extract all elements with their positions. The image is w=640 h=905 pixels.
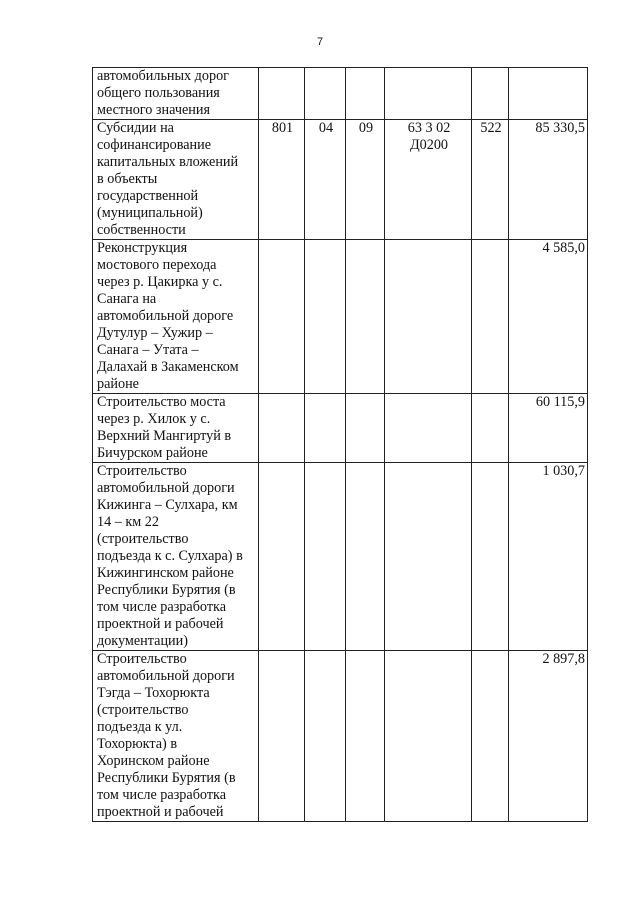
expense-name-line: Дутулур – Хужир –: [97, 325, 213, 341]
expense-name-cell: [93, 651, 259, 822]
expense-name-line: Республики Бурятия (в: [97, 770, 236, 786]
expense-type-cell: 522: [472, 120, 509, 240]
expense-name-cell: [93, 463, 259, 651]
expense-name-cell: [93, 68, 259, 120]
subsection-code-cell: 09: [346, 120, 385, 240]
expense-name-line: автомобильной дороги: [97, 480, 235, 496]
expense-name-line: Тохорюкта) в: [97, 736, 178, 752]
expense-name-line: Кижинга – Сулхара, км: [97, 497, 238, 513]
section-code-cell: [305, 651, 346, 822]
table-row: [93, 120, 588, 240]
expense-name-line: проектной и рабочей: [97, 804, 224, 820]
amount-cell: [509, 68, 588, 120]
ministry-code-cell: [259, 651, 305, 822]
table-row: [93, 463, 588, 651]
expense-name-line: проектной и рабочей: [97, 616, 224, 632]
target-article-line: Д0200: [409, 137, 449, 153]
expense-name-line: Строительство: [97, 651, 187, 667]
expense-name-line: автомобильной дороге: [97, 308, 234, 324]
target-article-cell: [385, 651, 472, 822]
expense-type-cell: [472, 463, 509, 651]
subsection-code-cell: [346, 463, 385, 651]
expense-name-line: через р. Цакирка у с.: [97, 274, 223, 290]
expense-name-line: мостового перехода: [97, 257, 217, 273]
budget-table-body: [93, 68, 588, 822]
expense-name-line: том числе разработка: [97, 599, 226, 615]
section-code-cell: [305, 68, 346, 120]
expense-name-line: Хоринском районе: [97, 753, 210, 769]
section-code-cell: [305, 240, 346, 394]
ministry-code-cell: [259, 68, 305, 120]
expense-name-line: (строительство: [97, 531, 189, 547]
target-article-cell: [385, 394, 472, 463]
table-row: [93, 240, 588, 394]
expense-name-line: (строительство: [97, 702, 189, 718]
subsection-code-cell: [346, 240, 385, 394]
expense-name-line: Санага – Утата –: [97, 342, 199, 358]
expense-name-line: общего пользования: [97, 85, 220, 101]
expense-name-line: районе: [97, 376, 139, 392]
target-article-line: 63 3 02: [407, 120, 451, 136]
amount-cell: 60 115,9: [509, 394, 588, 463]
expense-name-line: подъезда к ул.: [97, 719, 183, 735]
budget-table: [92, 67, 588, 822]
table-row: [93, 68, 588, 120]
expense-name-line: том числе разработка: [97, 787, 226, 803]
expense-name-line: государственной: [97, 188, 199, 204]
ministry-code-cell: [259, 463, 305, 651]
expense-name-line: Кижингинском районе: [97, 565, 234, 581]
expense-name-line: автомобильной дороги: [97, 668, 235, 684]
table-row: [93, 651, 588, 822]
expense-name-line: Тэгда – Тохорюкта: [97, 685, 210, 701]
amount-cell: 1 030,7: [509, 463, 588, 651]
ministry-code-cell: [259, 240, 305, 394]
amount-cell: 85 330,5: [509, 120, 588, 240]
expense-name-line: капитальных вложений: [97, 154, 239, 170]
expense-name-line: собственности: [97, 222, 186, 238]
ministry-code-cell: 801: [259, 120, 305, 240]
ministry-code-cell: [259, 394, 305, 463]
subsection-code-cell: [346, 394, 385, 463]
expense-name-line: в объекты: [97, 171, 158, 187]
expense-type-cell: [472, 651, 509, 822]
subsection-code-cell: [346, 651, 385, 822]
expense-name-line: Субсидии на: [97, 120, 174, 136]
expense-name-cell: [93, 240, 259, 394]
expense-name-line: 14 – км 22: [97, 514, 159, 530]
expense-name-line: Реконструкция: [97, 240, 188, 256]
expense-name-line: (муниципальной): [97, 205, 203, 221]
target-article-cell: [385, 120, 472, 240]
section-code-cell: [305, 463, 346, 651]
expense-name-cell: [93, 120, 259, 240]
expense-name-line: Верхний Мангиртуй в: [97, 428, 232, 444]
expense-type-cell: [472, 240, 509, 394]
expense-name-line: документации): [97, 633, 188, 649]
target-article-cell: [385, 463, 472, 651]
expense-name-line: Строительство: [97, 463, 187, 479]
expense-name-line: местного значения: [97, 102, 210, 118]
target-article-cell: [385, 240, 472, 394]
expense-name-line: Строительство моста: [97, 394, 226, 410]
expense-type-cell: [472, 394, 509, 463]
amount-cell: 4 585,0: [509, 240, 588, 394]
expense-name-line: Санага на: [97, 291, 157, 307]
amount-cell: 2 897,8: [509, 651, 588, 822]
expense-name-line: через р. Хилок у с.: [97, 411, 211, 427]
expense-name-line: Бичурском районе: [97, 445, 208, 461]
section-code-cell: [305, 394, 346, 463]
expense-name-line: Далахай в Закаменском: [97, 359, 239, 375]
table-row: [93, 394, 588, 463]
page-number: 7: [316, 36, 324, 48]
subsection-code-cell: [346, 68, 385, 120]
expense-name-line: подъезда к с. Сулхара) в: [97, 548, 243, 564]
expense-name-line: автомобильных дорог: [97, 68, 229, 84]
expense-name-cell: [93, 394, 259, 463]
target-article-cell: [385, 68, 472, 120]
section-code-cell: 04: [305, 120, 346, 240]
expense-type-cell: [472, 68, 509, 120]
expense-name-line: Республики Бурятия (в: [97, 582, 236, 598]
expense-name-line: софинансирование: [97, 137, 212, 153]
